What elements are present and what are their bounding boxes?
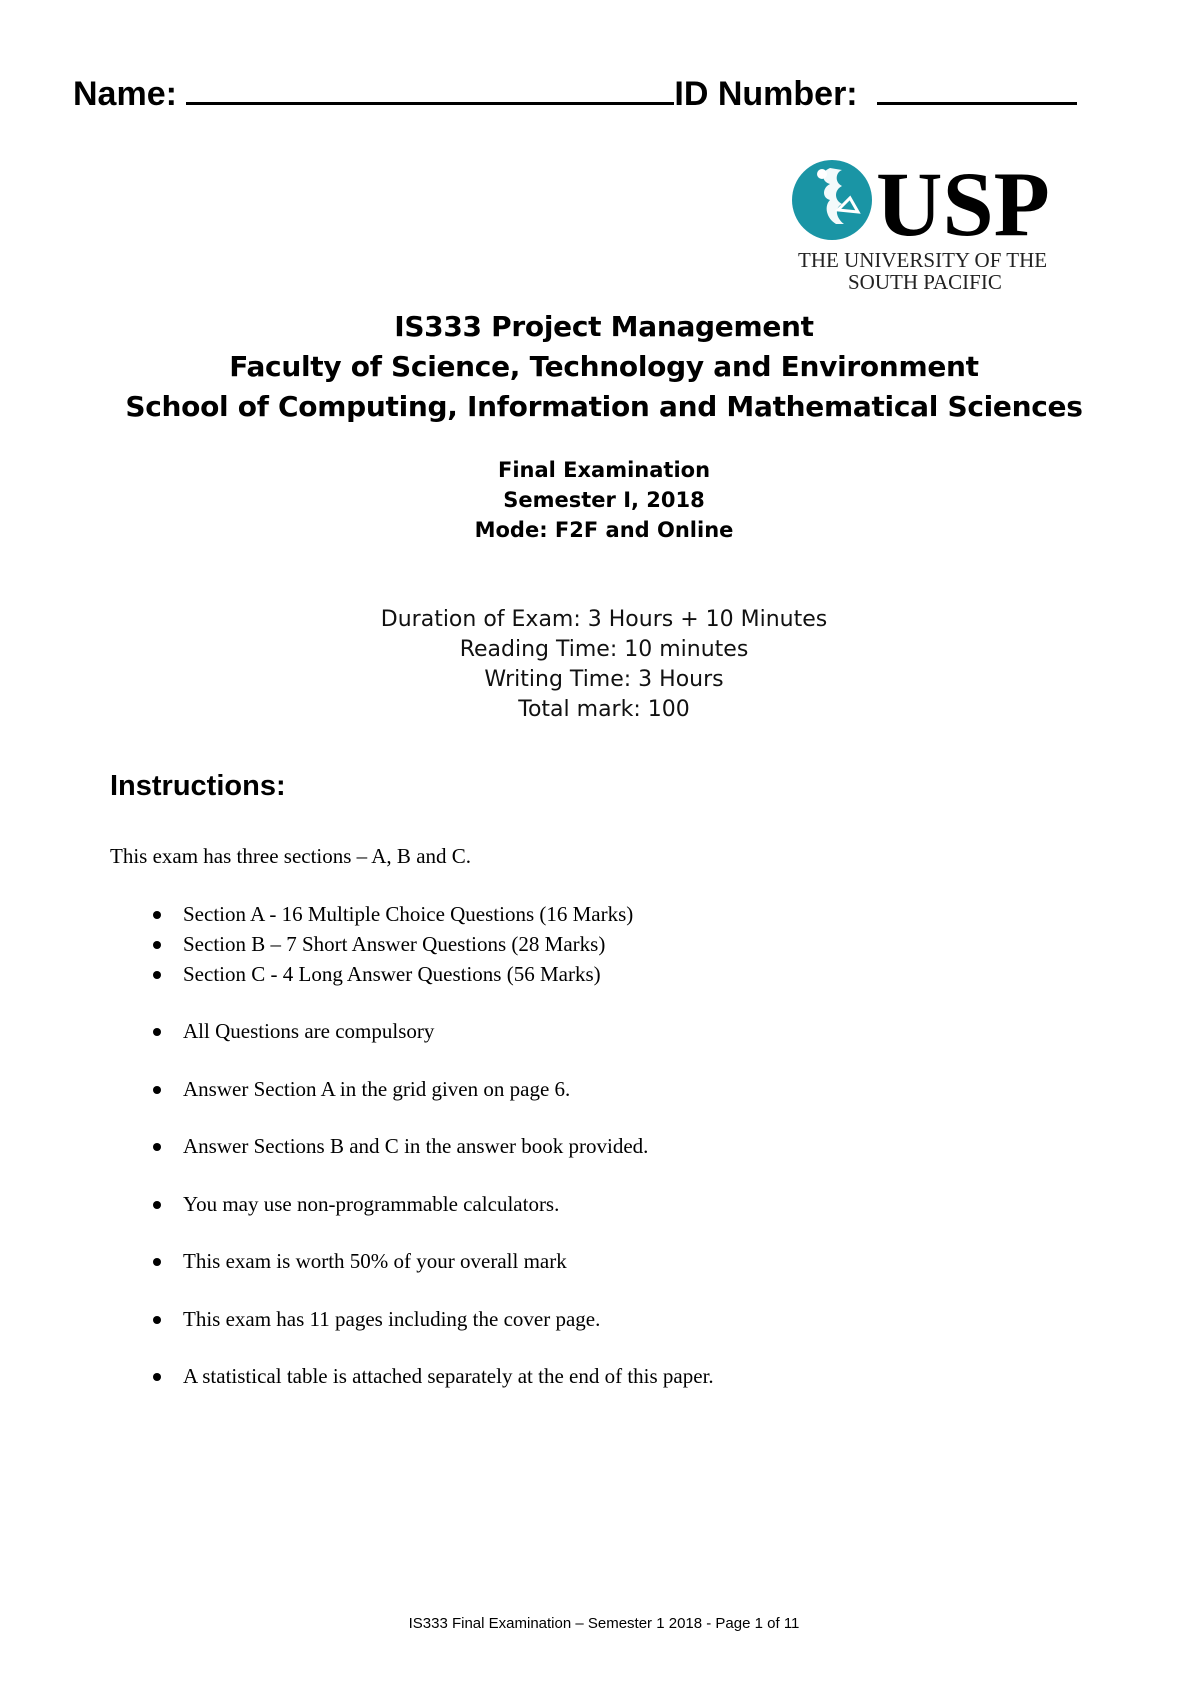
exam-mode: Mode: F2F and Online (474, 518, 734, 542)
total-mark: Total mark: 100 (518, 697, 690, 722)
exam-semester: Semester I, 2018 (503, 488, 705, 512)
duration-of-exam: Duration of Exam: 3 Hours + 10 Minutes (380, 607, 828, 632)
instruction-section-c: Section C - 4 Long Answer Questions (56 Marks) (183, 962, 601, 986)
id-number-label: ID Number: (674, 75, 858, 113)
name-label: Name: (73, 75, 177, 113)
reading-time: Reading Time: 10 minutes (459, 637, 749, 662)
instruction-answer-sections-bc: Answer Sections B and C in the answer book provided. (183, 1134, 649, 1158)
school-name: School of Computing, Information and Mathematical Sciences (125, 390, 1083, 423)
usp-logo (792, 160, 1082, 295)
exam-info (0, 455, 1200, 545)
writing-time: Writing Time: 3 Hours (484, 667, 724, 692)
instruction-pages: This exam has 11 pages including the cover page. (183, 1307, 601, 1331)
instruction-section-b: Section B – 7 Short Answer Questions (28 Marks) (183, 932, 606, 956)
name-blank-line (186, 72, 674, 105)
name-id-header (73, 72, 1133, 114)
duration-info (0, 605, 1200, 725)
instructions-intro: This exam has three sections – A, B and C. (110, 844, 472, 868)
logo-line-1: THE UNIVERSITY OF THE (798, 248, 1048, 272)
instruction-section-a: Section A - 16 Multiple Choice Questions (16 Marks) (183, 902, 634, 926)
page-footer: IS333 Final Examination – Semester 1 2018 - Page 1 of 11 (408, 1615, 800, 1632)
course-title: IS333 Project Management (394, 310, 814, 343)
instructions-heading: Instructions: (110, 770, 286, 802)
instruction-worth: This exam is worth 50% of your overall mark (183, 1249, 567, 1273)
instruction-calculators: You may use non-programmable calculators. (183, 1192, 560, 1216)
instruction-answer-section-a: Answer Section A in the grid given on page 6. (183, 1077, 571, 1101)
instruction-compulsory: All Questions are compulsory (183, 1019, 435, 1043)
title-block (0, 307, 1200, 427)
logo-line-2: SOUTH PACIFIC (848, 270, 1002, 294)
faculty-name: Faculty of Science, Technology and Environment (229, 350, 979, 383)
instruction-statistical-table: A statistical table is attached separately at the end of this paper. (183, 1364, 714, 1388)
exam-type: Final Examination (497, 458, 711, 482)
id-number-blank-line (877, 72, 1077, 105)
logo-acronym: USP (876, 160, 1050, 255)
